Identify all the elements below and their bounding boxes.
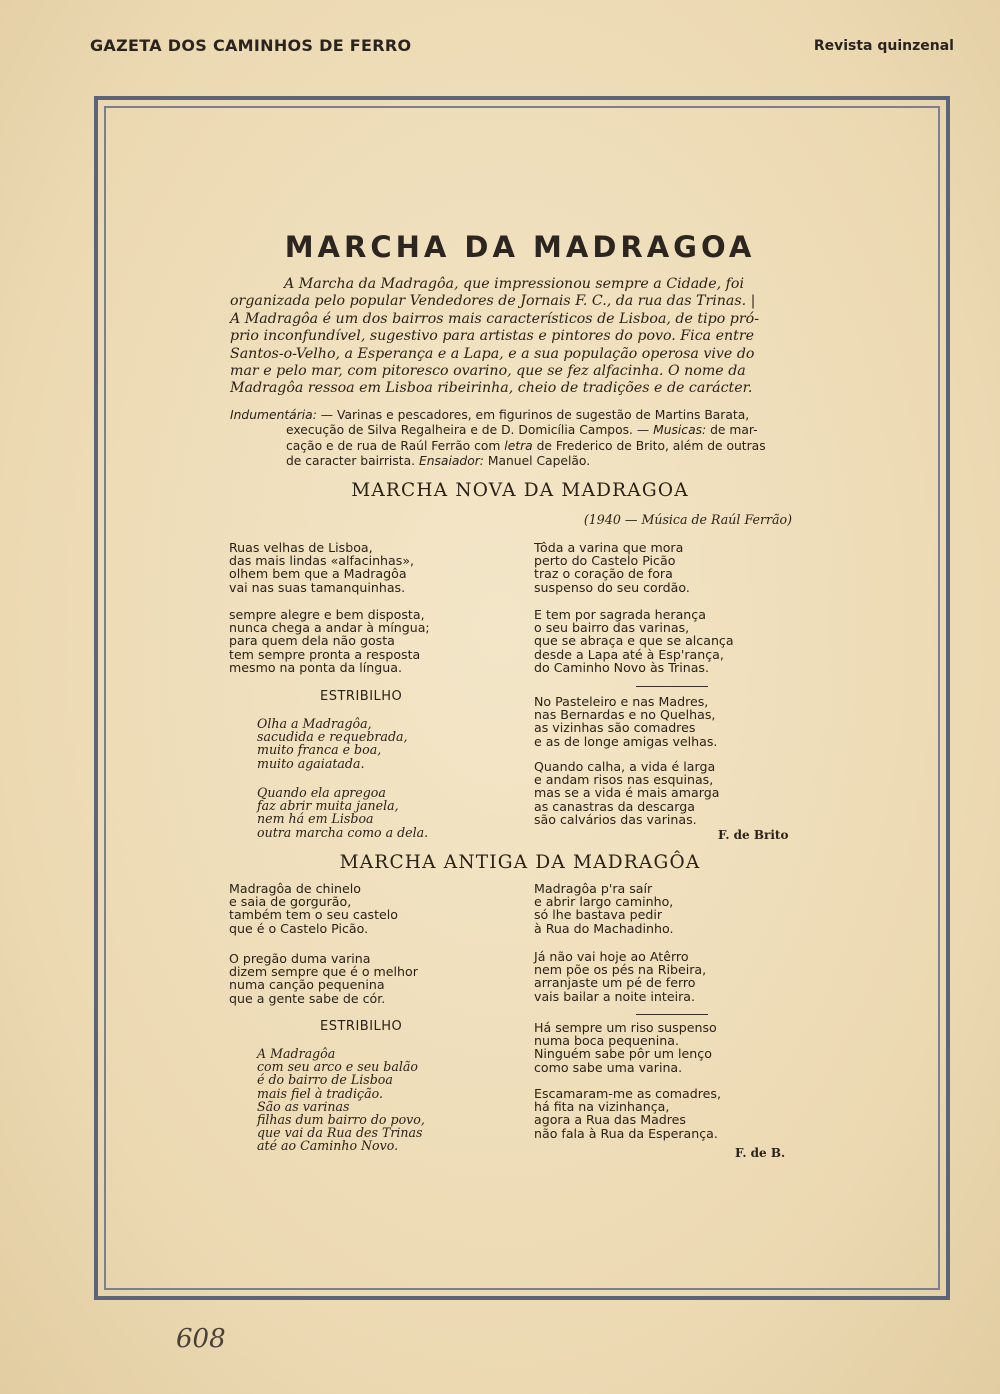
intro-line: mar e pelo mar, com pitoresco ovarino, que se fez alfacinha. O nome da bbox=[230, 363, 746, 380]
intro-line: A Madragôa é um dos bairros mais característicos de Lisboa, de tipo pró- bbox=[230, 310, 759, 327]
author-signature: F. de B. bbox=[735, 1146, 786, 1160]
refrain-stanza: A Madragôa com seu arco e seu balão é do bairro de Lisboa mais fiel à tradição. São as varinas filhas dum bairro do povo, que vai da Rua des Trinas até ao Caminho Novo. bbox=[257, 1046, 425, 1154]
poem-stanza: Tôda a varina que mora perto do Castelo Picão traz o coração de fora suspenso do seu cordão. bbox=[534, 540, 690, 595]
intro-line: organizada pelo popular Vendedores de Jornais F. C., da rua das Trinas. | bbox=[230, 293, 756, 310]
intro-line: prio inconfundível, sugestivo para artistas e pintores do povo. Fica entre bbox=[230, 328, 755, 345]
poem-stanza: Ruas velhas de Lisboa, das mais lindas «alfacinhas», olhem bem que a Madragôa vai nas suas tamanquinhas. bbox=[229, 540, 415, 595]
poem-stanza: Quando calha, a vida é larga e andam risos nas esquinas, mas se a vida é mais amarga as canastras da descarga são calvários das varinas. bbox=[534, 759, 720, 827]
poem-stanza: Madragôa de chinelo e saia de gorgurão, também tem o seu castelo que é o Castelo Picão. bbox=[229, 881, 398, 936]
credits-line: Indumentária: — Varinas e pescadores, em figurinos de sugestão de Martins Barata, bbox=[230, 408, 750, 422]
credits-line: cação e de rua de Raúl Ferrão com letra de Frederico de Brito, além de outras bbox=[286, 438, 766, 453]
credits-label: Musicas: bbox=[653, 423, 707, 438]
credits-label: Indumentária: bbox=[230, 408, 317, 422]
publication-title: GAZETA DOS CAMINHOS DE FERRO bbox=[90, 36, 412, 55]
poem-stanza: E tem por sagrada herança o seu bairro das varinas, que se abraça e que se alcança desde a Lapa até à Esp'rança, do Caminho Novo às Trinas. bbox=[534, 607, 734, 675]
stanza-divider bbox=[636, 1014, 708, 1015]
article-credits bbox=[230, 408, 794, 470]
poem-stanza: sempre alegre e bem disposta, nunca chega a andar à míngua; para quem dela não gosta tem sempre pronta a resposta mesmo na ponta da língua. bbox=[229, 607, 430, 675]
intro-line: Madragôa ressoa em Lisboa ribeirinha, cheio de tradições e de carácter. bbox=[230, 380, 753, 397]
section-subtitle: (1940 — Música de Raúl Ferrão) bbox=[583, 512, 792, 527]
poem-stanza: O pregão duma varina dizem sempre que é o melhor numa canção pequenina que a gente sabe de cór. bbox=[229, 951, 418, 1006]
periodicity-label: Revista quinzenal bbox=[813, 38, 954, 54]
refrain-label: ESTRIBILHO bbox=[320, 689, 403, 704]
author-signature: F. de Brito bbox=[718, 828, 789, 842]
page-number: 608 bbox=[176, 1324, 226, 1354]
poem-stanza: Madragôa p'ra saír e abrir largo caminho, só lhe bastava pedir à Rua do Machadinho. bbox=[534, 881, 674, 936]
credits-label: Ensaiador: bbox=[418, 454, 484, 469]
poem-stanza: Já não vai hoje ao Atêrro nem põe os pés na Ribeira, arranjaste um pé de ferro vais bailar a noite inteira. bbox=[534, 949, 707, 1004]
refrain-stanza: Quando ela apregoa faz abrir muita janela, nem há em Lisboa outra marcha como a dela. bbox=[257, 785, 429, 840]
credits-line: de caracter bairrista. Ensaiador: Manuel Capelão. bbox=[286, 454, 591, 469]
credits-line: execução de Silva Regalheira e de D. Domicília Campos. — Musicas: de mar- bbox=[286, 423, 758, 438]
poem-stanza: Há sempre um riso suspenso numa boca pequenina. Ninguém sabe pôr um lenço como sabe uma varina. bbox=[534, 1020, 717, 1075]
poem-stanza: No Pasteleiro e nas Madres, nas Bernardas e no Quelhas, as vizinhas são comadres e as de longe amigas velhas. bbox=[534, 694, 718, 749]
article-intro bbox=[230, 276, 790, 398]
intro-line: Santos-o-Velho, a Esperança e a Lapa, e a sua população operosa vive do bbox=[230, 345, 755, 362]
refrain-label: ESTRIBILHO bbox=[320, 1019, 403, 1034]
section-title-marcha-antiga: MARCHA ANTIGA DA MADRAGÔA bbox=[339, 852, 701, 873]
stanza-divider bbox=[636, 686, 708, 687]
refrain-stanza: Olha a Madragôa, sacudida e requebrada, muito franca e boa, muito agaiatada. bbox=[257, 716, 408, 771]
poem-stanza: Escamaram-me as comadres, há fita na vizinhança, agora a Rua das Madres não fala à Rua da Esperança. bbox=[534, 1086, 721, 1141]
intro-line: A Marcha da Madragôa, que impressionou sempre a Cidade, foi bbox=[284, 276, 745, 292]
article-title: MARCHA DA MADRAGOA bbox=[284, 230, 756, 264]
section-title-marcha-nova: MARCHA NOVA DA MADRAGOA bbox=[351, 480, 689, 501]
